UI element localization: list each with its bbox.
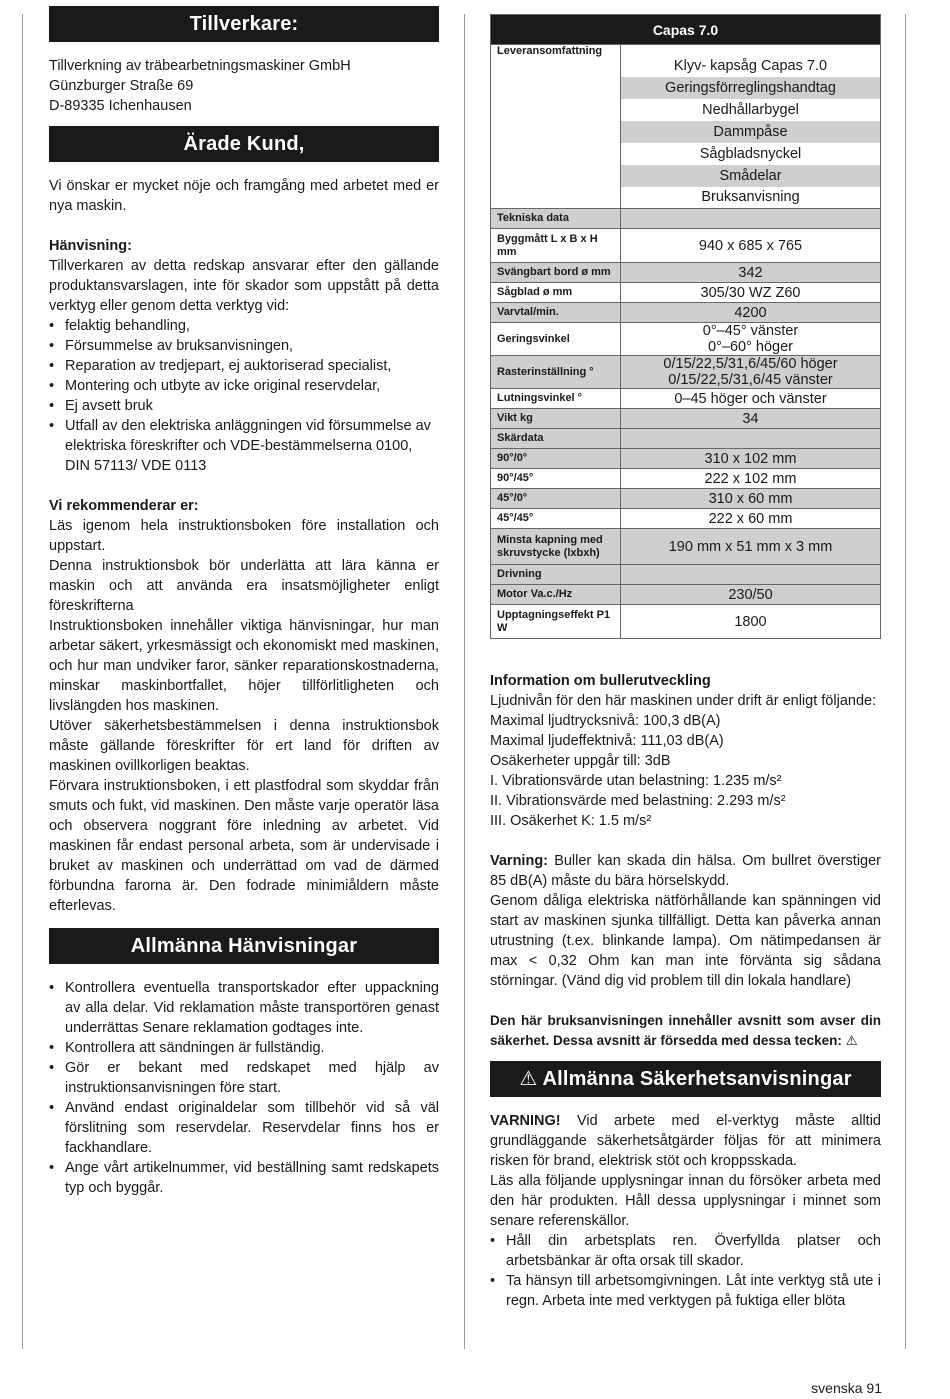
varning-paragraph bbox=[490, 1111, 881, 1171]
notice-heading: Hänvisning: bbox=[49, 238, 132, 254]
spec-value: 222 x 60 mm bbox=[621, 509, 881, 529]
spec-label: 90°/0° bbox=[491, 449, 621, 469]
recommend-paragraph: Denna instruktionsbok bör underlätta att lära känna er maskin och att använda era insatsmöjligheter enligt föreskrifterna bbox=[49, 558, 439, 614]
noise-line: II. Vibrationsvärde med belastning: 2.293 m/s² bbox=[490, 793, 786, 809]
table-row bbox=[491, 263, 881, 283]
noise-line: Maximal ljudeffektnivå: 111,03 dB(A) bbox=[490, 733, 724, 749]
section-fill bbox=[621, 429, 881, 449]
table-row bbox=[491, 605, 881, 639]
center-divider-line bbox=[464, 14, 465, 1349]
list-item: • Håll din arbetsplats ren. Överfyllda platser och arbetsbänkar är ofta orsak till skador. bbox=[490, 1231, 881, 1271]
safety-banner: ⚠ Allmänna Säkerhetsanvisningar bbox=[490, 1061, 881, 1097]
spec-value: 0/15/22,5/31,6/45/60 höger 0/15/22,5/31,6/45 vänster bbox=[621, 356, 881, 389]
notice-text: Tillverkaren av detta redskap ansvarar efter den gällande produktansvarslagen, inte för skador som uppstått på detta verktyg eller genom detta verktyg vid: bbox=[49, 258, 439, 314]
table-row bbox=[491, 303, 881, 323]
noise-line: Maximal ljudtrycksnivå: 100,3 dB(A) bbox=[490, 713, 721, 729]
spec-label: 90°/45° bbox=[491, 469, 621, 489]
spec-label: Upptagningseffekt P1 W bbox=[491, 605, 621, 639]
spec-label: Sågblad ø mm bbox=[491, 283, 621, 303]
address-line: D-89335 Ichenhausen bbox=[49, 98, 192, 114]
recommend-paragraph: Läs igenom hela instruktionsboken före installation och uppstart. bbox=[49, 518, 439, 554]
spec-label: Vikt kg bbox=[491, 409, 621, 429]
table-row bbox=[491, 449, 881, 469]
address-line: Günzburger Straße 69 bbox=[49, 78, 194, 94]
spacer-cell bbox=[621, 45, 881, 55]
table-row bbox=[491, 469, 881, 489]
customer-banner: Ärade Kund, bbox=[49, 126, 439, 162]
spec-value: 222 x 102 mm bbox=[621, 469, 881, 489]
list-item: • Montering och utbyte av icke original reservdelar, bbox=[49, 376, 439, 396]
recommend-paragraph: Utöver säkerhetsbestämmelsen i denna instruktionsbok måste gällande föreskrifter för ert land för driften av maskinen ovillkorligen beaktas. bbox=[49, 718, 439, 774]
greeting-text: Vi önskar er mycket nöje och framgång med arbetet med er nya maskin. bbox=[49, 178, 439, 214]
spec-value: 1800 bbox=[621, 605, 881, 639]
read-text: Läs alla följande upplysningar innan du försöker arbeta med den här produkten. Håll dessa upplysningar i minnet som senare referenskällor. bbox=[490, 1173, 881, 1229]
table-title: Capas 7.0 bbox=[491, 15, 881, 45]
spec-label: Minsta kapning med skruvstycke (lxbxh) bbox=[491, 529, 621, 565]
noise-heading: Information om bullerutveckling bbox=[490, 673, 711, 689]
spec-label: Geringsvinkel bbox=[491, 323, 621, 356]
spec-value: 310 x 60 mm bbox=[621, 489, 881, 509]
noise-info bbox=[490, 691, 881, 831]
spec-value: 230/50 bbox=[621, 585, 881, 605]
table-row bbox=[491, 509, 881, 529]
cut-section-row bbox=[491, 429, 881, 449]
spec-value: 190 mm x 51 mm x 3 mm bbox=[621, 529, 881, 565]
list-item: • Ej avsett bruk bbox=[49, 396, 439, 416]
varning-label: VARNING! bbox=[490, 1113, 561, 1129]
manufacturer-banner: Tillverkare: bbox=[49, 6, 439, 42]
noise-line: III. Osäkerhet K: 1.5 m/s² bbox=[490, 813, 652, 829]
delivery-item: Nedhållarbygel bbox=[621, 99, 881, 121]
spec-value: 34 bbox=[621, 409, 881, 429]
safety-note: Den här bruksanvisningen innehåller avsnitt som avser din säkerhet. Dessa avsnitt är försedda med dessa tecken: ⚠ bbox=[490, 1013, 881, 1048]
noise-line: I. Vibrationsvärde utan belastning: 1.235 m/s² bbox=[490, 773, 782, 789]
table-row bbox=[491, 283, 881, 303]
warning-text: Buller kan skada din hälsa. Om bullret överstiger 85 dB(A) måste du bära hörselskydd. bbox=[490, 853, 882, 889]
recommend-paragraph: Instruktionsboken innehåller viktiga hänvisningar, hur man arbetar säkert, yrkesmässigt och ekonomiskt med maskinen, och hur man undviker faror, sänker reparationskostnaderna, minskar maskinbortfallet, höjer tillförlitligheten och livslängden hos maskinen. bbox=[49, 618, 439, 714]
recommend-paragraph: Förvara instruktionsboken, i ett plastfodral som skyddar från smuts och fukt, vid maskinen. Den måste varje operatör läsa och observera noggrant före inledning av arbetet. Vid maskinen får endast personal arbeta, som är undervisade i bruket av maskinen och underrättad om vad de därmed förbundna farorna är. Den fodrade minimiåldern måste efterlevas. bbox=[49, 778, 439, 914]
spec-label: Rasterinställning ° bbox=[491, 356, 621, 389]
noise-warning bbox=[490, 851, 881, 891]
spec-label: 45°/0° bbox=[491, 489, 621, 509]
notice-list bbox=[49, 316, 439, 476]
general-notes-banner: Allmänna Hänvisningar bbox=[49, 928, 439, 964]
list-item: • Försummelse av bruksanvisningen, bbox=[49, 336, 439, 356]
left-column bbox=[49, 0, 439, 1198]
right-margin-line bbox=[905, 14, 906, 1349]
warning-label: Varning: bbox=[490, 853, 549, 869]
general-notes-list bbox=[49, 978, 439, 1198]
table-row bbox=[491, 389, 881, 409]
drive-section-row bbox=[491, 565, 881, 585]
spec-value: 4200 bbox=[621, 303, 881, 323]
list-item: • Reparation av tredjepart, ej auktoriserad specialist, bbox=[49, 356, 439, 376]
delivery-item: Dammpåse bbox=[621, 121, 881, 143]
list-item: • felaktig behandling, bbox=[49, 316, 439, 336]
delivery-label: Leveransomfattning bbox=[491, 45, 621, 209]
section-fill bbox=[621, 209, 881, 229]
table-header-row bbox=[491, 15, 881, 45]
manufacturer-address bbox=[49, 56, 439, 116]
table-row bbox=[491, 529, 881, 565]
spec-value: 940 x 685 x 765 bbox=[621, 229, 881, 263]
spec-label: Varvtal/min. bbox=[491, 303, 621, 323]
delivery-item: Klyv- kapsåg Capas 7.0 bbox=[621, 55, 881, 77]
spec-label: Lutningsvinkel ° bbox=[491, 389, 621, 409]
spec-value: 310 x 102 mm bbox=[621, 449, 881, 469]
table-row bbox=[491, 323, 881, 356]
spec-label: Motor Va.c./Hz bbox=[491, 585, 621, 605]
voltage-text: Genom dåliga elektriska nätförhållande kan spänningen vid start av maskinen sjunka tillfälligt. Detta kan påverka annan utrustning (t.ex. blinkande lampa). Om nätimpedansen är max < 0,32 Ohm kan man inte förvänta sig sådana störningar. (Vänd dig vid problem till din lokala handlare) bbox=[490, 893, 881, 989]
delivery-item: Sågbladsnyckel bbox=[621, 143, 881, 165]
section-label: Drivning bbox=[491, 565, 621, 585]
table-row bbox=[491, 356, 881, 389]
spec-value: 0–45 höger och vänster bbox=[621, 389, 881, 409]
spec-value: 342 bbox=[621, 263, 881, 283]
spec-label: Byggmått L x B x H mm bbox=[491, 229, 621, 263]
list-item: • Gör er bekant med redskapet med hjälp av instruktionsanvisningen före start. bbox=[49, 1058, 439, 1098]
list-item: • Använd endast originaldelar som tillbehör vid så väl förslitning som reservdelar. Reservdelar finns hos er fackhandlare. bbox=[49, 1098, 439, 1158]
list-item: • Kontrollera eventuella transportskador efter uppackning av alla delar. Vid reklamation måste transportören genast underrättas Senare reklamation godtages inte. bbox=[49, 978, 439, 1038]
spec-table bbox=[490, 14, 881, 639]
page-footer: svenska 91 bbox=[811, 1380, 882, 1396]
recommend-heading: Vi rekommenderar er: bbox=[49, 498, 199, 514]
spec-value: 0°–45° vänster 0°–60° höger bbox=[621, 323, 881, 356]
list-item: • Kontrollera att sändningen är fullständig. bbox=[49, 1038, 439, 1058]
spec-label: 45°/45° bbox=[491, 509, 621, 529]
tech-section-row bbox=[491, 209, 881, 229]
delivery-item: Geringsförreglingshandtag bbox=[621, 77, 881, 99]
noise-line: Osäkerheter uppgår till: 3dB bbox=[490, 753, 671, 769]
noise-line: Ljudnivån för den här maskinen under drift är enligt följande: bbox=[490, 693, 877, 709]
list-item: • Utfall av den elektriska anläggningen vid försummelse av elektriska föreskrifter och VDE-bestämmelserna 0100, DIN 57113/ VDE 0113 bbox=[49, 416, 439, 476]
spec-value: 305/30 WZ Z60 bbox=[621, 283, 881, 303]
spec-label: Svängbart bord ø mm bbox=[491, 263, 621, 283]
section-fill bbox=[621, 565, 881, 585]
list-item: • Ange vårt artikelnummer, vid beställning samt redskapets typ och byggår. bbox=[49, 1158, 439, 1198]
left-margin-line bbox=[22, 14, 23, 1349]
table-row bbox=[491, 585, 881, 605]
section-label: Tekniska data bbox=[491, 209, 621, 229]
table-row bbox=[491, 489, 881, 509]
address-line: Tillverkning av träbearbetningsmaskiner GmbH bbox=[49, 58, 351, 74]
table-row bbox=[491, 229, 881, 263]
table-row bbox=[491, 409, 881, 429]
list-item: • Ta hänsyn till arbetsomgivningen. Låt inte verktyg stå ute i regn. Arbeta inte med verktygen på fuktiga eller blöta bbox=[490, 1271, 881, 1311]
delivery-item: Smådelar bbox=[621, 165, 881, 187]
delivery-item: Bruksanvisning bbox=[621, 187, 881, 209]
safety-list bbox=[490, 1231, 881, 1311]
table-row bbox=[491, 45, 881, 55]
section-label: Skärdata bbox=[491, 429, 621, 449]
varning-text: Vid arbete med el-verktyg måste alltid grundläggande säkerhetsåtgärder följas för att minimera risken för brand, elektrisk stöt och kroppsskada. bbox=[490, 1113, 881, 1169]
right-column bbox=[490, 0, 881, 1311]
